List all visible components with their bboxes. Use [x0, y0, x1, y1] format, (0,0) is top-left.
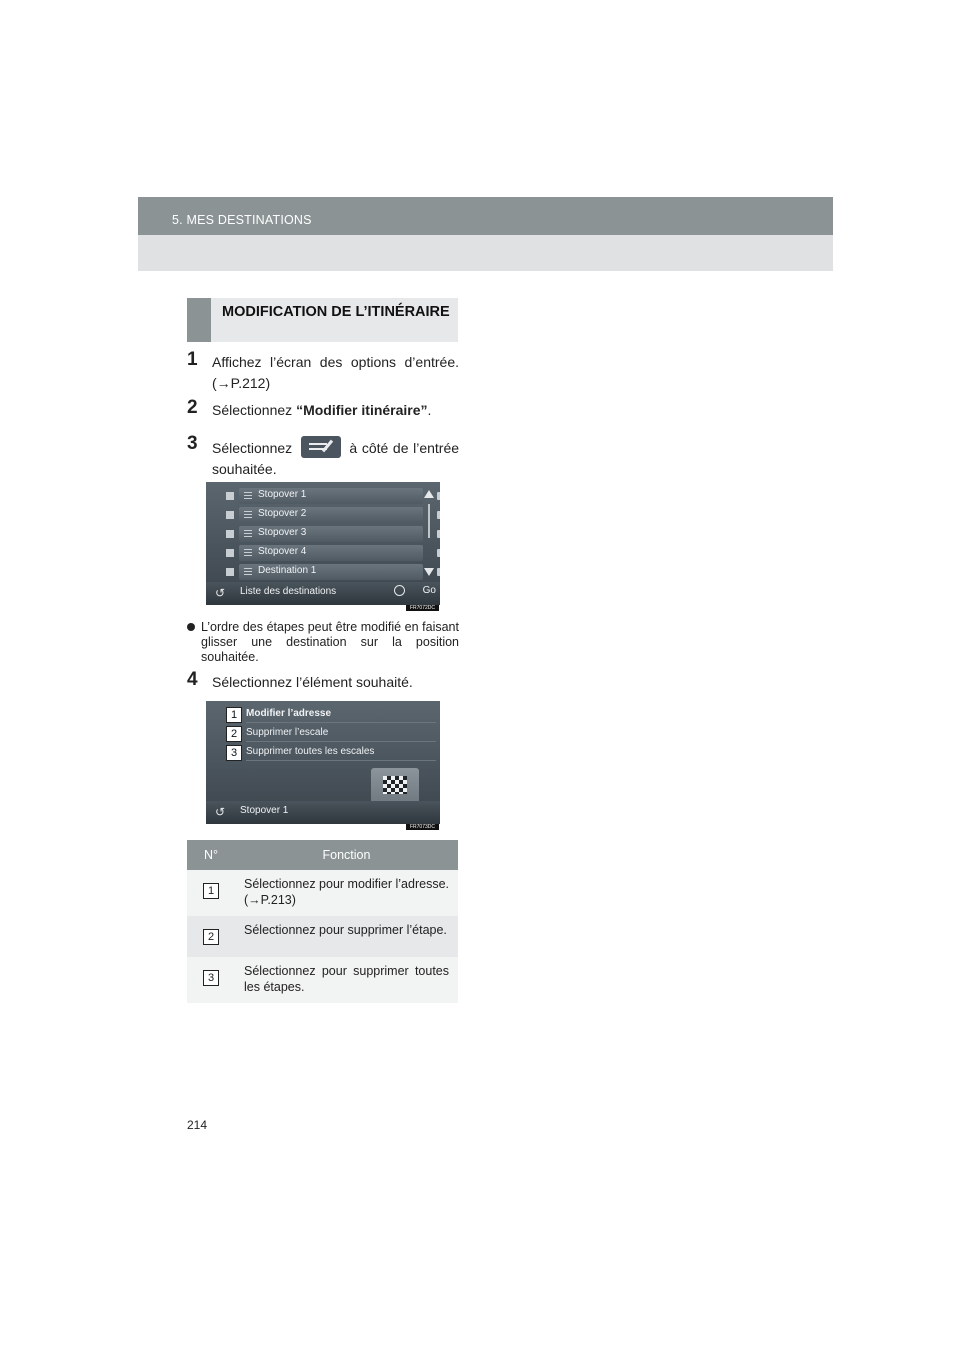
menu-icon	[244, 492, 252, 493]
step-text-pre: Sélectionnez	[212, 440, 293, 456]
list-item[interactable]	[239, 564, 423, 580]
list-item[interactable]	[239, 526, 423, 542]
section-heading	[187, 298, 458, 342]
table-row	[187, 870, 458, 916]
callout-number: 1	[203, 883, 219, 899]
back-button[interactable]: ↺	[214, 805, 226, 819]
table-row	[187, 916, 458, 957]
function-table	[187, 840, 458, 1003]
row-number-cell	[187, 870, 235, 916]
screen-title: Stopover 1	[240, 805, 289, 816]
menu-icon	[244, 568, 252, 569]
callout-number: 2	[203, 929, 219, 945]
list-item[interactable]	[239, 507, 423, 523]
row-description: Sélectionnez pour supprimer l’étape.	[235, 916, 458, 957]
row-number-cell	[187, 916, 235, 957]
step-1	[187, 349, 459, 394]
menu-icon	[244, 549, 252, 550]
note-text: L’ordre des étapes peut être modifié en faisant glisser une destination sur la position souhaitée.	[201, 620, 459, 664]
scrollbar[interactable]	[428, 504, 430, 538]
scroll-down-icon[interactable]	[424, 568, 434, 576]
step-3	[187, 433, 460, 480]
list-item[interactable]	[239, 488, 423, 504]
step-number: 3	[187, 433, 198, 454]
step-number: 1	[187, 349, 198, 370]
callout-number: 3	[226, 745, 242, 761]
page-header	[138, 197, 833, 271]
step-text-post: à côté de l’entrée souhaitée.	[212, 440, 460, 477]
list-item[interactable]	[239, 545, 423, 561]
edit-icon[interactable]	[437, 549, 440, 557]
step-number: 2	[187, 397, 198, 418]
flag-icon	[226, 549, 234, 557]
row-description: Sélectionnez pour modifier l’adresse. (→P.213)	[235, 870, 458, 916]
page-number: 214	[187, 1118, 208, 1132]
figure-code: FR7073DC	[406, 824, 439, 830]
step-number: 4	[187, 669, 198, 690]
table-header-number: N°	[187, 840, 235, 870]
scroll-up-icon[interactable]	[424, 490, 434, 498]
row-description: Sélectionnez pour supprimer toutes les étapes.	[235, 957, 458, 1003]
back-button[interactable]: ↺	[214, 586, 226, 600]
list-item-label: Stopover 4	[258, 546, 307, 557]
step-text	[187, 436, 459, 480]
callout-number: 1	[226, 707, 242, 723]
table-header-row	[187, 840, 458, 870]
edit-icon[interactable]	[437, 530, 440, 538]
section-accent	[187, 298, 211, 342]
step-text-bold: “Modifier itinéraire”	[296, 402, 428, 418]
section-title: MODIFICATION DE L’ITINÉRAIRE	[222, 304, 450, 320]
figure-code: FR7072DC	[406, 605, 439, 611]
screen-bottom-bar	[206, 582, 440, 605]
step-text: Sélectionnez l’élément souhaité.	[212, 674, 413, 690]
screen-title: Liste des destinations	[240, 586, 337, 597]
step-2	[187, 397, 459, 421]
list-item-label: Stopover 2	[258, 508, 307, 519]
destination-list-screen	[206, 482, 440, 605]
step-text: Affichez l’écran des options d’entrée. (→P.212)	[212, 354, 459, 391]
chapter-title: 5. MES DESTINATIONS	[172, 213, 312, 227]
list-item-label: Destination 1	[258, 565, 317, 576]
table-row	[187, 957, 458, 1003]
callout-number: 3	[203, 970, 219, 986]
flag-icon	[226, 492, 234, 500]
go-button[interactable]: Go	[422, 585, 436, 596]
bullet-icon	[187, 623, 195, 631]
menu-icon	[244, 511, 252, 512]
screen-bottom-bar	[206, 801, 440, 824]
step-text-post: .	[427, 402, 432, 418]
stopover-options-screen	[206, 701, 440, 824]
table-header-function: Fonction	[235, 840, 458, 870]
menu-item-delete-stopover[interactable]: Supprimer l’escale	[246, 725, 436, 742]
step-text-pre: Sélectionnez	[212, 402, 297, 418]
flag-icon	[226, 530, 234, 538]
step-4	[187, 669, 459, 693]
list-item-label: Stopover 1	[258, 489, 307, 500]
row-number-cell	[187, 957, 235, 1003]
edit-icon[interactable]	[437, 492, 440, 500]
header-bar	[138, 197, 833, 235]
flag-icon	[226, 511, 234, 519]
note-bullet	[187, 620, 459, 665]
callout-number: 2	[226, 726, 242, 742]
finish-flag-icon	[226, 568, 234, 576]
menu-icon	[244, 530, 252, 531]
step-text	[187, 400, 459, 421]
edit-icon[interactable]	[437, 511, 440, 519]
edit-icon	[301, 436, 341, 458]
list-item-label: Stopover 3	[258, 527, 307, 538]
menu-item-delete-all-stopovers[interactable]: Supprimer toutes les escales	[246, 744, 436, 761]
edit-icon[interactable]	[437, 568, 440, 576]
menu-item-modify-address[interactable]: Modifier l’adresse	[246, 706, 436, 723]
